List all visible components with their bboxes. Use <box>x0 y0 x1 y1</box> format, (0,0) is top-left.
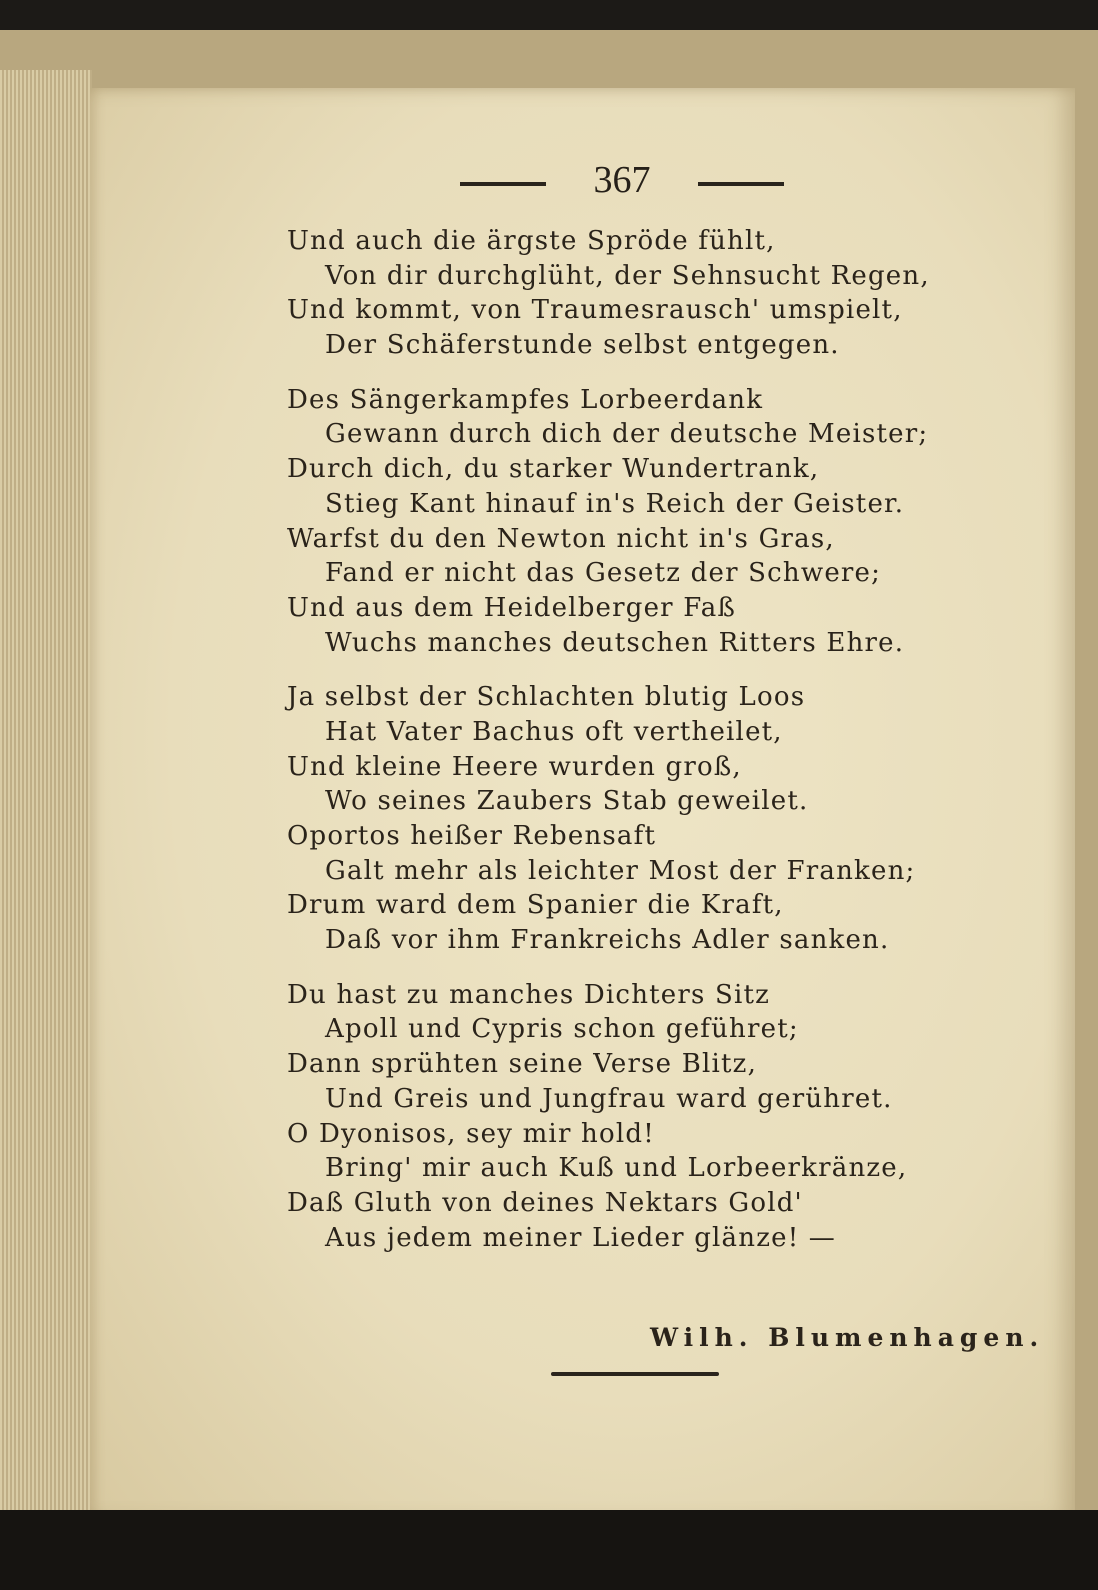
author-signature: Wilh. Blumenhagen. <box>650 1323 1045 1352</box>
poem-line: Und auch die ärgste Spröde fühlt, <box>287 226 776 256</box>
poem-line: Apoll und Cypris schon geführet; <box>325 1014 799 1045</box>
poem-line: Der Schäferstunde selbst entgegen. <box>325 330 840 361</box>
poem-line: Und kommt, von Traumesrausch' umspielt, <box>287 295 903 326</box>
background-shadow <box>0 1510 1098 1590</box>
header-rule-left <box>460 182 546 186</box>
page-number: 367 <box>593 159 651 201</box>
book-spread <box>0 30 1098 1510</box>
header-rule-right <box>698 182 784 186</box>
poem-line: O Dyonisos, sey mir hold! <box>287 1118 655 1149</box>
poem-line: Und kleine Heere wurden groß, <box>287 751 742 782</box>
poem-line: Durch dich, du starker Wundertrank, <box>287 454 820 485</box>
poem-line: Du hast zu manches Dichters Sitz <box>287 979 771 1010</box>
poem-line: Stieg Kant hinauf in's Reich der Geister. <box>325 488 905 519</box>
page-edges <box>0 70 92 1510</box>
poem-line: Bring' mir auch Kuß und Lorbeerkränze, <box>325 1153 908 1184</box>
stanza-1 <box>287 224 1007 363</box>
poem-line: Daß vor ihm Frankreichs Adler sanken. <box>325 925 890 956</box>
poem-line: Aus jedem meiner Lieder glänze! — <box>325 1222 837 1253</box>
poem-line: Dann sprühten seine Verse Blitz, <box>287 1049 758 1080</box>
poem-line: Wo seines Zaubers Stab geweilet. <box>325 786 809 817</box>
poem-line: Und Greis und Jungfrau ward gerühret. <box>325 1083 893 1114</box>
poem-line: Wuchs manches deutschen Ritters Ehre. <box>325 627 905 658</box>
poem <box>287 224 1007 1275</box>
book-page <box>90 88 1075 1520</box>
stanza-2 <box>287 383 1007 661</box>
poem-line: Fand er nicht das Gesetz der Schwere; <box>325 558 882 589</box>
poem-line: Galt mehr als leichter Most der Franken; <box>325 855 916 886</box>
end-rule <box>551 1372 719 1376</box>
poem-line: Hat Vater Bachus oft vertheilet, <box>325 716 783 747</box>
poem-line: Und aus dem Heidelberger Faß <box>287 592 737 623</box>
stanza-3 <box>287 680 1007 958</box>
poem-line: Gewann durch dich der deutsche Meister; <box>325 419 929 450</box>
stanza-4 <box>287 978 1007 1256</box>
poem-line: Oportos heißer Rebensaft <box>287 821 657 851</box>
poem-line: Ja selbst der Schlachten blutig Loos <box>287 682 806 713</box>
poem-line: Warfst du den Newton nicht in's Gras, <box>287 523 835 554</box>
poem-line: Des Sängerkampfes Lorbeerdank <box>287 384 764 415</box>
poem-line: Drum ward dem Spanier die Kraft, <box>287 890 784 921</box>
poem-line: Von dir durchglüht, der Sehnsucht Regen, <box>325 260 930 291</box>
poem-line: Daß Gluth von deines Nektars Gold' <box>287 1187 803 1218</box>
